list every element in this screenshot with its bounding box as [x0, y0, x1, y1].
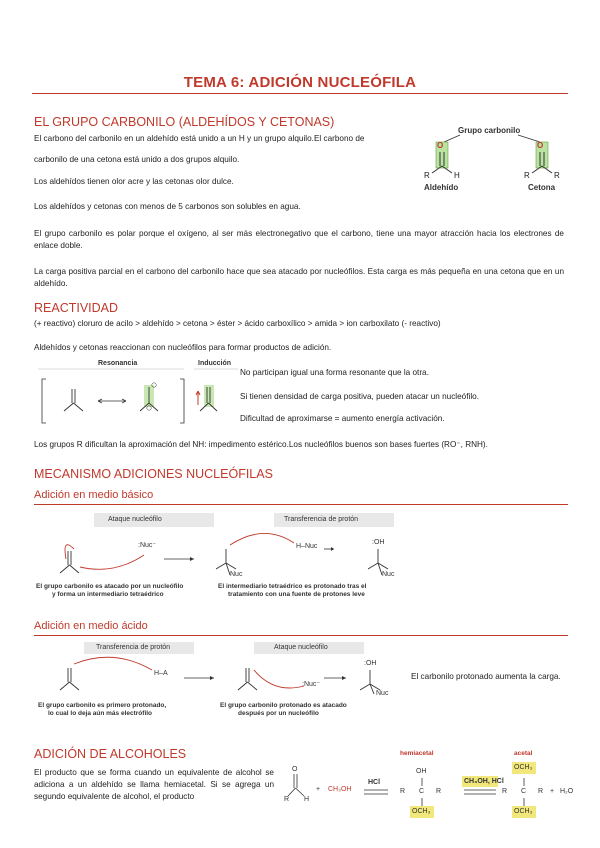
- r-label: R: [436, 788, 442, 795]
- paragraph: El grupo carbonilo es polar porque el oxígeno, al ser más electronegativo que el carbono, tiene una mayor atracción hacia los electrones de enlace doble.: [34, 229, 564, 250]
- nuc-label: :Nuc⁻: [138, 542, 157, 549]
- caption: El intermediario tetraédrico es protonado tras el: [218, 583, 367, 590]
- water-label: H₂O: [560, 788, 574, 795]
- hemiacetal-label: hemiacetal: [400, 750, 434, 757]
- nuc-label: :Nuc⁻: [302, 681, 321, 688]
- oh-label: :OH: [372, 539, 385, 546]
- bullet-text: Si tienen densidad de carga positiva, pueden atacar un nucleófilo.: [240, 392, 479, 401]
- subheading-basico: Adición en medio básico: [34, 489, 154, 501]
- c-label: C: [521, 788, 527, 795]
- section-heading-mecanismo: MECANISMO ADICIONES NUCLEÓFILAS: [34, 467, 273, 481]
- acetal-scheme: [284, 748, 584, 818]
- side-note: El carbonilo protonado aumenta la carga.: [411, 672, 561, 681]
- nuc-label: Nuc: [382, 571, 395, 578]
- title-rule: [32, 93, 568, 94]
- resonance-label: Resonancia: [98, 360, 138, 367]
- och3-label: OCH₃: [412, 808, 431, 815]
- r-label: R: [524, 171, 530, 180]
- carbonyl-figure: [418, 124, 568, 196]
- h-label: H: [454, 171, 460, 180]
- caption: tratamiento con una fuente de protones leve: [228, 591, 365, 598]
- transfer-label: Transferencia de protón: [284, 516, 359, 523]
- o-label: O: [292, 766, 298, 773]
- plus-label: +: [550, 788, 555, 795]
- c-label: C: [419, 788, 425, 795]
- och3-label: OCH₃: [514, 764, 533, 771]
- section-heading-carbonilo: EL GRUPO CARBONILO (ALDEHÍDOS Y CETONAS): [34, 115, 335, 129]
- r-label: R: [554, 171, 560, 180]
- caption: El grupo carbonilo protonado es atacado: [220, 702, 347, 709]
- h-nuc-label: H–Nuc: [296, 543, 318, 550]
- bullet-text: No participan igual una forma resonante que la otra.: [240, 368, 429, 377]
- bullet-text: Dificultad de aproximarse = aumento energía activación.: [240, 414, 445, 423]
- oh-label: :OH: [364, 660, 377, 667]
- paragraph: La carga positiva parcial en el carbono del carbonilo hace que sea atacado por nucleófilos. Esta carga es más pequeña en una cetona que en un aldehído.: [34, 267, 564, 288]
- ketone-label: Cetona: [528, 183, 556, 192]
- caption: y forma un intermediario tetraédrico: [52, 591, 164, 598]
- nuc-label: Nuc: [230, 571, 243, 578]
- transfer-label: Transferencia de protón: [96, 644, 171, 651]
- subheading-rule: [34, 504, 568, 505]
- acid-mechanism-figure: [34, 640, 402, 720]
- ha-label: H–A: [154, 670, 168, 677]
- hcl-label: HCl: [368, 779, 381, 786]
- reactivity-order: (+ reactivo) cloruro de acilo > aldehído > cetona > éster > ácido carboxílico > amida > ion carboxilato (- reactivo): [34, 319, 441, 328]
- r-label: R: [502, 788, 508, 795]
- r-label: R: [284, 796, 290, 803]
- caption: El grupo carbonilo es primero protonado,: [38, 702, 167, 709]
- attack-label: Ataque nucleófilo: [274, 644, 328, 651]
- ch3oh-label: CH₃OH: [328, 786, 352, 793]
- caption: El grupo carbonilo es atacado por un nucleófilo: [36, 583, 184, 590]
- text-line: Los grupos R dificultan la aproximación del NH: impedimento estérico.Los nucleófilos buenos son bases fuertes (RO⁻, RNH).: [34, 440, 488, 449]
- figure-title: Grupo carbonilo: [458, 126, 521, 135]
- acetal-label: acetal: [514, 750, 533, 757]
- text-line: carbonilo de una cetona está unido a dos grupos alquilo.: [34, 155, 240, 164]
- caption: después por un nucleófilo: [238, 710, 319, 717]
- attack-label: Ataque nucleófilo: [108, 516, 162, 523]
- aldehyde-label: Aldehído: [424, 183, 459, 192]
- caption: lo cual lo deja aún más electrófilo: [48, 710, 153, 717]
- nuc-label: Nuc: [376, 690, 389, 697]
- reagent-label: CH₃OH, HCl: [464, 778, 504, 785]
- section-heading-reactividad: REACTIVIDAD: [34, 301, 119, 315]
- r-label: R: [424, 171, 430, 180]
- h-label: H: [304, 796, 310, 803]
- oxygen-label: O: [537, 141, 544, 150]
- text-line: El carbono del carbonilo en un aldehído está unido a un H y un grupo alquilo.El carbono de: [34, 134, 365, 143]
- oh-label: OH: [416, 768, 427, 775]
- page-title: TEMA 6: ADICIÓN NUCLEÓFILA: [183, 74, 417, 91]
- r-label: R: [538, 788, 544, 795]
- resonance-induction-figure: [34, 357, 238, 431]
- plus-label: +: [316, 786, 321, 793]
- oxygen-label: O: [437, 141, 444, 150]
- text-line: Los aldehídos y cetonas con menos de 5 carbonos son solubles en agua.: [34, 202, 301, 211]
- paragraph: El producto que se forma cuando un equivalente de alcohol se adiciona a un aldehído se llama hemiacetal. Si se agrega un segundo equivalente de alcohol, el producto: [34, 768, 274, 801]
- basic-mechanism-figure: [34, 509, 418, 605]
- text-line: Aldehídos y cetonas reaccionan con nucleófilos para formar productos de adición.: [34, 343, 332, 352]
- induction-label: Inducción: [198, 360, 232, 367]
- section-heading-alcoholes: ADICIÓN DE ALCOHOLES: [34, 747, 187, 761]
- subheading-rule: [34, 635, 568, 636]
- subheading-acido: Adición en medio ácido: [34, 620, 148, 632]
- r-label: R: [400, 788, 406, 795]
- text-line: Los aldehídos tienen olor acre y las cetonas olor dulce.: [34, 177, 234, 186]
- och3-label: OCH₃: [514, 808, 533, 815]
